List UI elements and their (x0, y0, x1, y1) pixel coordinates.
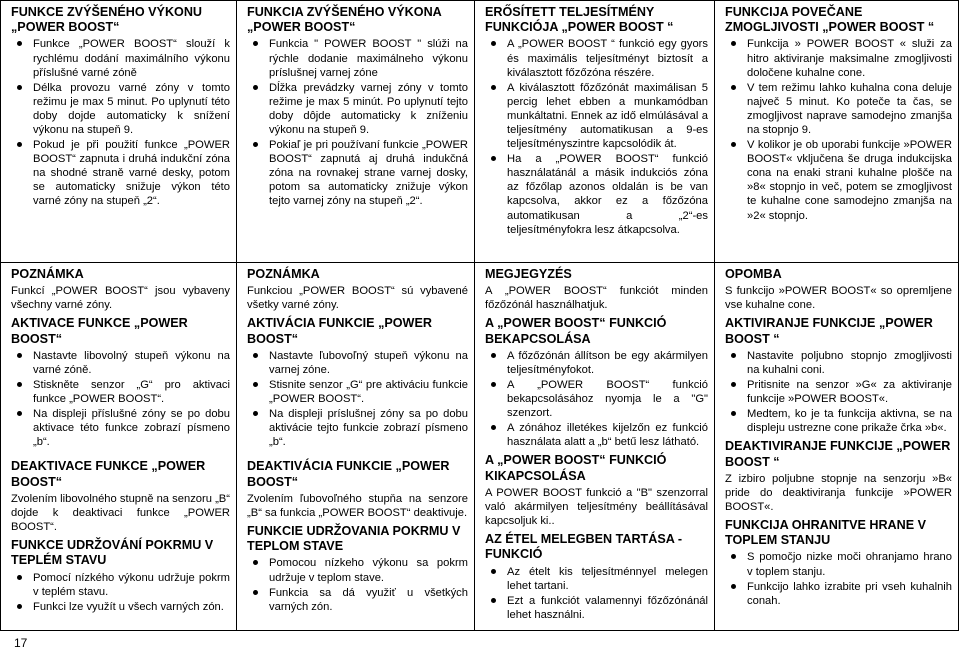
bullet-icon (731, 41, 736, 46)
hu-power-boost-list (485, 37, 708, 236)
bullet-icon (17, 353, 22, 358)
list-item: Délka provozu varné zóny v tomto režimu je max 5 minut. Po uplynutí této doby dojde automaticky k snížení výkonu na stupeň 9. (33, 81, 230, 137)
list-item: Nastavte libovolný stupeň výkonu na varné zóně. (33, 349, 230, 377)
list-item: Stisnite senzor „G“ pre aktiváciu funkcie „POWER BOOST“. (269, 378, 468, 406)
list-item: A kiválasztott főzőzónát maximálisan 5 percig lehet ebben a munkamódban munkáltatni. Ennek az idő elmúlásával a teljesítmény automatikusan a 9-es teljesítményszintre kapcsolódik át. (507, 81, 708, 151)
page-number: 17 (14, 636, 28, 650)
list-item: Pokiaľ je pri používaní funkcie „POWER BOOST“ zapnutá aj druhá indukčná zóna na rovnakej strane varnej dosky, potom sa automaticky znižuje výkon tejto varnej zóny na stupeň „2“. (269, 138, 468, 208)
cz-note-text: Funkcí „POWER BOOST“ jsou vybaveny všechny varné zóny. (11, 285, 230, 312)
list-item: A zónához illetékes kijelzőn ez funkció használata alatt a „b“ betű lesz látható. (507, 421, 708, 449)
bullet-icon (253, 85, 258, 90)
bullet-icon (253, 41, 258, 46)
hu-keep-warm-list (485, 565, 708, 622)
list-item: Funkci lze využít u všech varných zón. (33, 600, 230, 614)
bullet-icon (491, 41, 496, 46)
cz-deactivation-title: DEAKTIVACE FUNKCE „POWER BOOST“ (11, 459, 206, 489)
list-item: Ha a „POWER BOOST“ funkció használatánál a másik indukciós zóna az főzőlap azonos oldalán is be van kapcsolva, akkor ez a főzőzóna automatikusan a „2“-es teljesítményfokra lesz átkapcsolva. (507, 152, 708, 237)
sk-keep-warm-list (247, 556, 468, 613)
list-item: Nastavite poljubno stopnjo zmogljivosti na kuhalni coni. (747, 349, 952, 377)
bullet-icon (17, 382, 22, 387)
bullet-icon (491, 425, 496, 430)
sk-keep-warm-title: FUNKCIE UDRŽOVANIA POKRMU V TEPLOM STAVE (247, 524, 461, 554)
sl-note-text: S funkcijo »POWER BOOST« so opremljene vse kuhalne cone. (725, 285, 952, 312)
list-item: Dĺžka prevádzky varnej zóny v tomto režime je max 5 minút. Po uplynutí tejto doby dôjde automaticky k zníženiu výkonu na stupeň 9. (269, 81, 468, 137)
sk-activation-list (247, 349, 468, 450)
list-item: Stiskněte senzor „G“ pro aktivaci funkce „POWER BOOST“. (33, 378, 230, 406)
bullet-icon (731, 382, 736, 387)
cz-keep-warm-title: FUNKCE UDRŽOVÁNÍ POKRMU V TEPLÉM STAVU (11, 538, 214, 568)
sk-deactivation-title: DEAKTIVÁCIA FUNKCIE „POWER BOOST“ (247, 459, 450, 489)
bullet-icon (253, 560, 258, 565)
bullet-icon (731, 353, 736, 358)
sk-power-boost-title: FUNKCIA ZVÝŠENÉHO VÝKONA „POWER BOOST“ (247, 5, 442, 35)
list-item: A „POWER BOOST “ funkció egy gyors és maximális teljesítményt biztosít a kiválasztott főzőzóna részére. (507, 37, 708, 79)
cz-activation-list (11, 349, 230, 450)
list-item: Az ételt kis teljesítménnyel melegen lehet tartani. (507, 565, 708, 593)
cz-power-boost-list (11, 37, 230, 208)
list-item: Nastavte ľubovoľný stupeň výkonu na varnej zóne. (269, 349, 468, 377)
bullet-icon (491, 85, 496, 90)
sk-usage-cell (237, 263, 475, 631)
list-item: S pomočjo nizke moči ohranjamo hrano v toplem stanju. (747, 550, 952, 578)
sl-power-boost-title: FUNKCIJA POVEČANE ZMOGLJIVOSTI „POWER BOOST “ (725, 5, 935, 35)
sl-keep-warm-list (725, 550, 952, 607)
list-item: Funkcia sa dá využiť u všetkých varných zón. (269, 586, 468, 614)
bullet-icon (491, 382, 496, 387)
bullet-icon (17, 604, 22, 609)
bullet-icon (731, 554, 736, 559)
bullet-icon (253, 382, 258, 387)
sl-power-boost-list (725, 37, 952, 222)
list-item: Pomocí nízkého výkonu udržuje pokrm v teplém stavu. (33, 571, 230, 599)
cz-note-title: POZNÁMKA (11, 267, 84, 281)
list-item: Funkcia " POWER BOOST " slúži na rýchle dodanie maximálneho výkonu príslušnej varnej zóne (269, 37, 468, 79)
bullet-icon (491, 598, 496, 603)
sk-note-title: POZNÁMKA (247, 267, 320, 281)
sl-power-boost-cell (715, 0, 959, 263)
bullet-icon (731, 142, 736, 147)
bullet-icon (253, 590, 258, 595)
hu-deactivation-text: A POWER BOOST funkció a "B" szenzorral való akármilyen teljesítmény beállításával kapcsoljuk ki.. (485, 486, 708, 528)
hu-note-title: MEGJEGYZÉS (485, 267, 572, 281)
bullet-icon (731, 584, 736, 589)
bullet-icon (491, 569, 496, 574)
hu-keep-warm-title: AZ ÉTEL MELEGBEN TARTÁSA - FUNKCIÓ (485, 532, 683, 562)
bullet-icon (253, 411, 258, 416)
sk-deactivation-text: Zvolením ľubovoľného stupňa na senzore „B“ sa funkcia „POWER BOOST“ deaktivuje. (247, 492, 468, 519)
bullet-icon (731, 85, 736, 90)
hu-activation-title: A „POWER BOOST“ FUNKCIÓ BEKAPCSOLÁSA (485, 316, 667, 346)
bullet-icon (731, 411, 736, 416)
list-item: V tem režimu lahko kuhalna cona deluje največ 5 minut. Ko poteče ta čas, se zmogljivost naprave samodejno zmanjša na stopnjo 9. (747, 81, 952, 137)
sl-activation-list (725, 349, 952, 436)
hu-activation-list (485, 349, 708, 450)
sl-note-title: OPOMBA (725, 267, 782, 281)
cz-power-boost-title: FUNKCE ZVÝŠENÉHO VÝKONU „POWER BOOST“ (11, 5, 203, 35)
list-item: A „POWER BOOST“ funkció bekapcsolásához nyomja le a "G" szenzort. (507, 378, 708, 420)
list-item: Pokud je při použití funkce „POWER BOOST“ zapnuta i druhá indukční zóna na shodné straně varné desky, potom se automaticky snižuje výkon této varné zóny na stupeň „2“. (33, 138, 230, 208)
sk-activation-title: AKTIVÁCIA FUNKCIE „POWER BOOST“ (247, 316, 432, 346)
sl-deactivation-title: DEAKTIVIRANJE FUNKCIJE „POWER BOOST “ (725, 439, 951, 469)
hu-power-boost-cell (475, 0, 715, 263)
hu-deactivation-title: A „POWER BOOST“ FUNKCIÓ KIKAPCSOLÁSA (485, 453, 667, 483)
bullet-icon (17, 41, 22, 46)
bullet-icon (491, 156, 496, 161)
hu-note-text: A „POWER BOOST“ funkciót minden főzőzónál használhatjuk. (485, 285, 708, 312)
cz-power-boost-cell (0, 0, 237, 263)
bullet-icon (253, 142, 258, 147)
hu-usage-cell (475, 263, 715, 631)
sk-power-boost-cell (237, 0, 475, 263)
list-item: A főzőzónán állítson be egy akármilyen teljesítményfokot. (507, 349, 708, 377)
list-item: Medtem, ko je ta funkcija aktivna, se na displeju ustrezne cone prikaže črka »b«. (747, 407, 952, 435)
bullet-icon (253, 353, 258, 358)
list-item: Pomocou nízkeho výkonu sa pokrm udržuje v teplom stave. (269, 556, 468, 584)
sl-deactivation-text: Z izbiro poljubne stopnje na senzorju »B« pride do deaktiviranja funkcije »POWER BOOST«. (725, 472, 952, 513)
hu-power-boost-title: ERŐSÍTETT TELJESÍTMÉNY FUNKCIÓJA „POWER BOOST “ (485, 5, 674, 35)
bullet-icon (17, 575, 22, 580)
list-item: Funkcijo lahko izrabite pri vseh kuhalnih conah. (747, 580, 952, 608)
cz-usage-cell (0, 263, 237, 631)
sk-power-boost-list (247, 37, 468, 208)
bullet-icon (17, 142, 22, 147)
sl-usage-cell (715, 263, 959, 631)
list-item: V kolikor je ob uporabi funkcije »POWER BOOST« vključena še druga indukcijska cona na enaki strani kuhalne plošče na »8« stopnjo in več, potem se zmogljivost te kuhalne cone samodejno zmanjša na »2« stopnjo. (747, 138, 952, 223)
cz-keep-warm-list (11, 571, 230, 614)
cz-deactivation-text: Zvolením libovolného stupně na senzoru „B“ dojde k deaktivaci funkce „POWER BOOST“. (11, 492, 230, 534)
bullet-icon (491, 353, 496, 358)
bullet-icon (17, 411, 22, 416)
list-item: Na displeji příslušné zóny se po dobu aktivace této funkce zobrazí písmeno „b“. (33, 407, 230, 449)
sl-keep-warm-title: FUNKCIJA OHRANITVE HRANE V TOPLEM STANJU (725, 518, 927, 548)
bullet-icon (17, 85, 22, 90)
list-item: Funkcija » POWER BOOST « služi za hitro aktiviranje maksimalne zmogljivosti določene kuhalne cone. (747, 37, 952, 79)
cz-activation-title: AKTIVACE FUNKCE „POWER BOOST“ (11, 316, 188, 346)
list-item: Na displeji príslušnej zóny sa po dobu aktivácie tejto funkcie zobrazí písmeno „b“. (269, 407, 468, 449)
list-item: Ezt a funkciót valamennyi főzőzónánál lehet használni. (507, 594, 708, 622)
list-item: Funkce „POWER BOOST“ slouží k rychlému dodání maximálního výkonu příslušné varné zóně (33, 37, 230, 79)
sk-note-text: Funkciou „POWER BOOST“ sú vybavené všetky varné zóny. (247, 285, 468, 312)
sl-activation-title: AKTIVIRANJE FUNKCIJE „POWER BOOST “ (725, 316, 933, 346)
list-item: Pritisnite na senzor »G« za aktiviranje funkcije »POWER BOOST«. (747, 378, 952, 406)
